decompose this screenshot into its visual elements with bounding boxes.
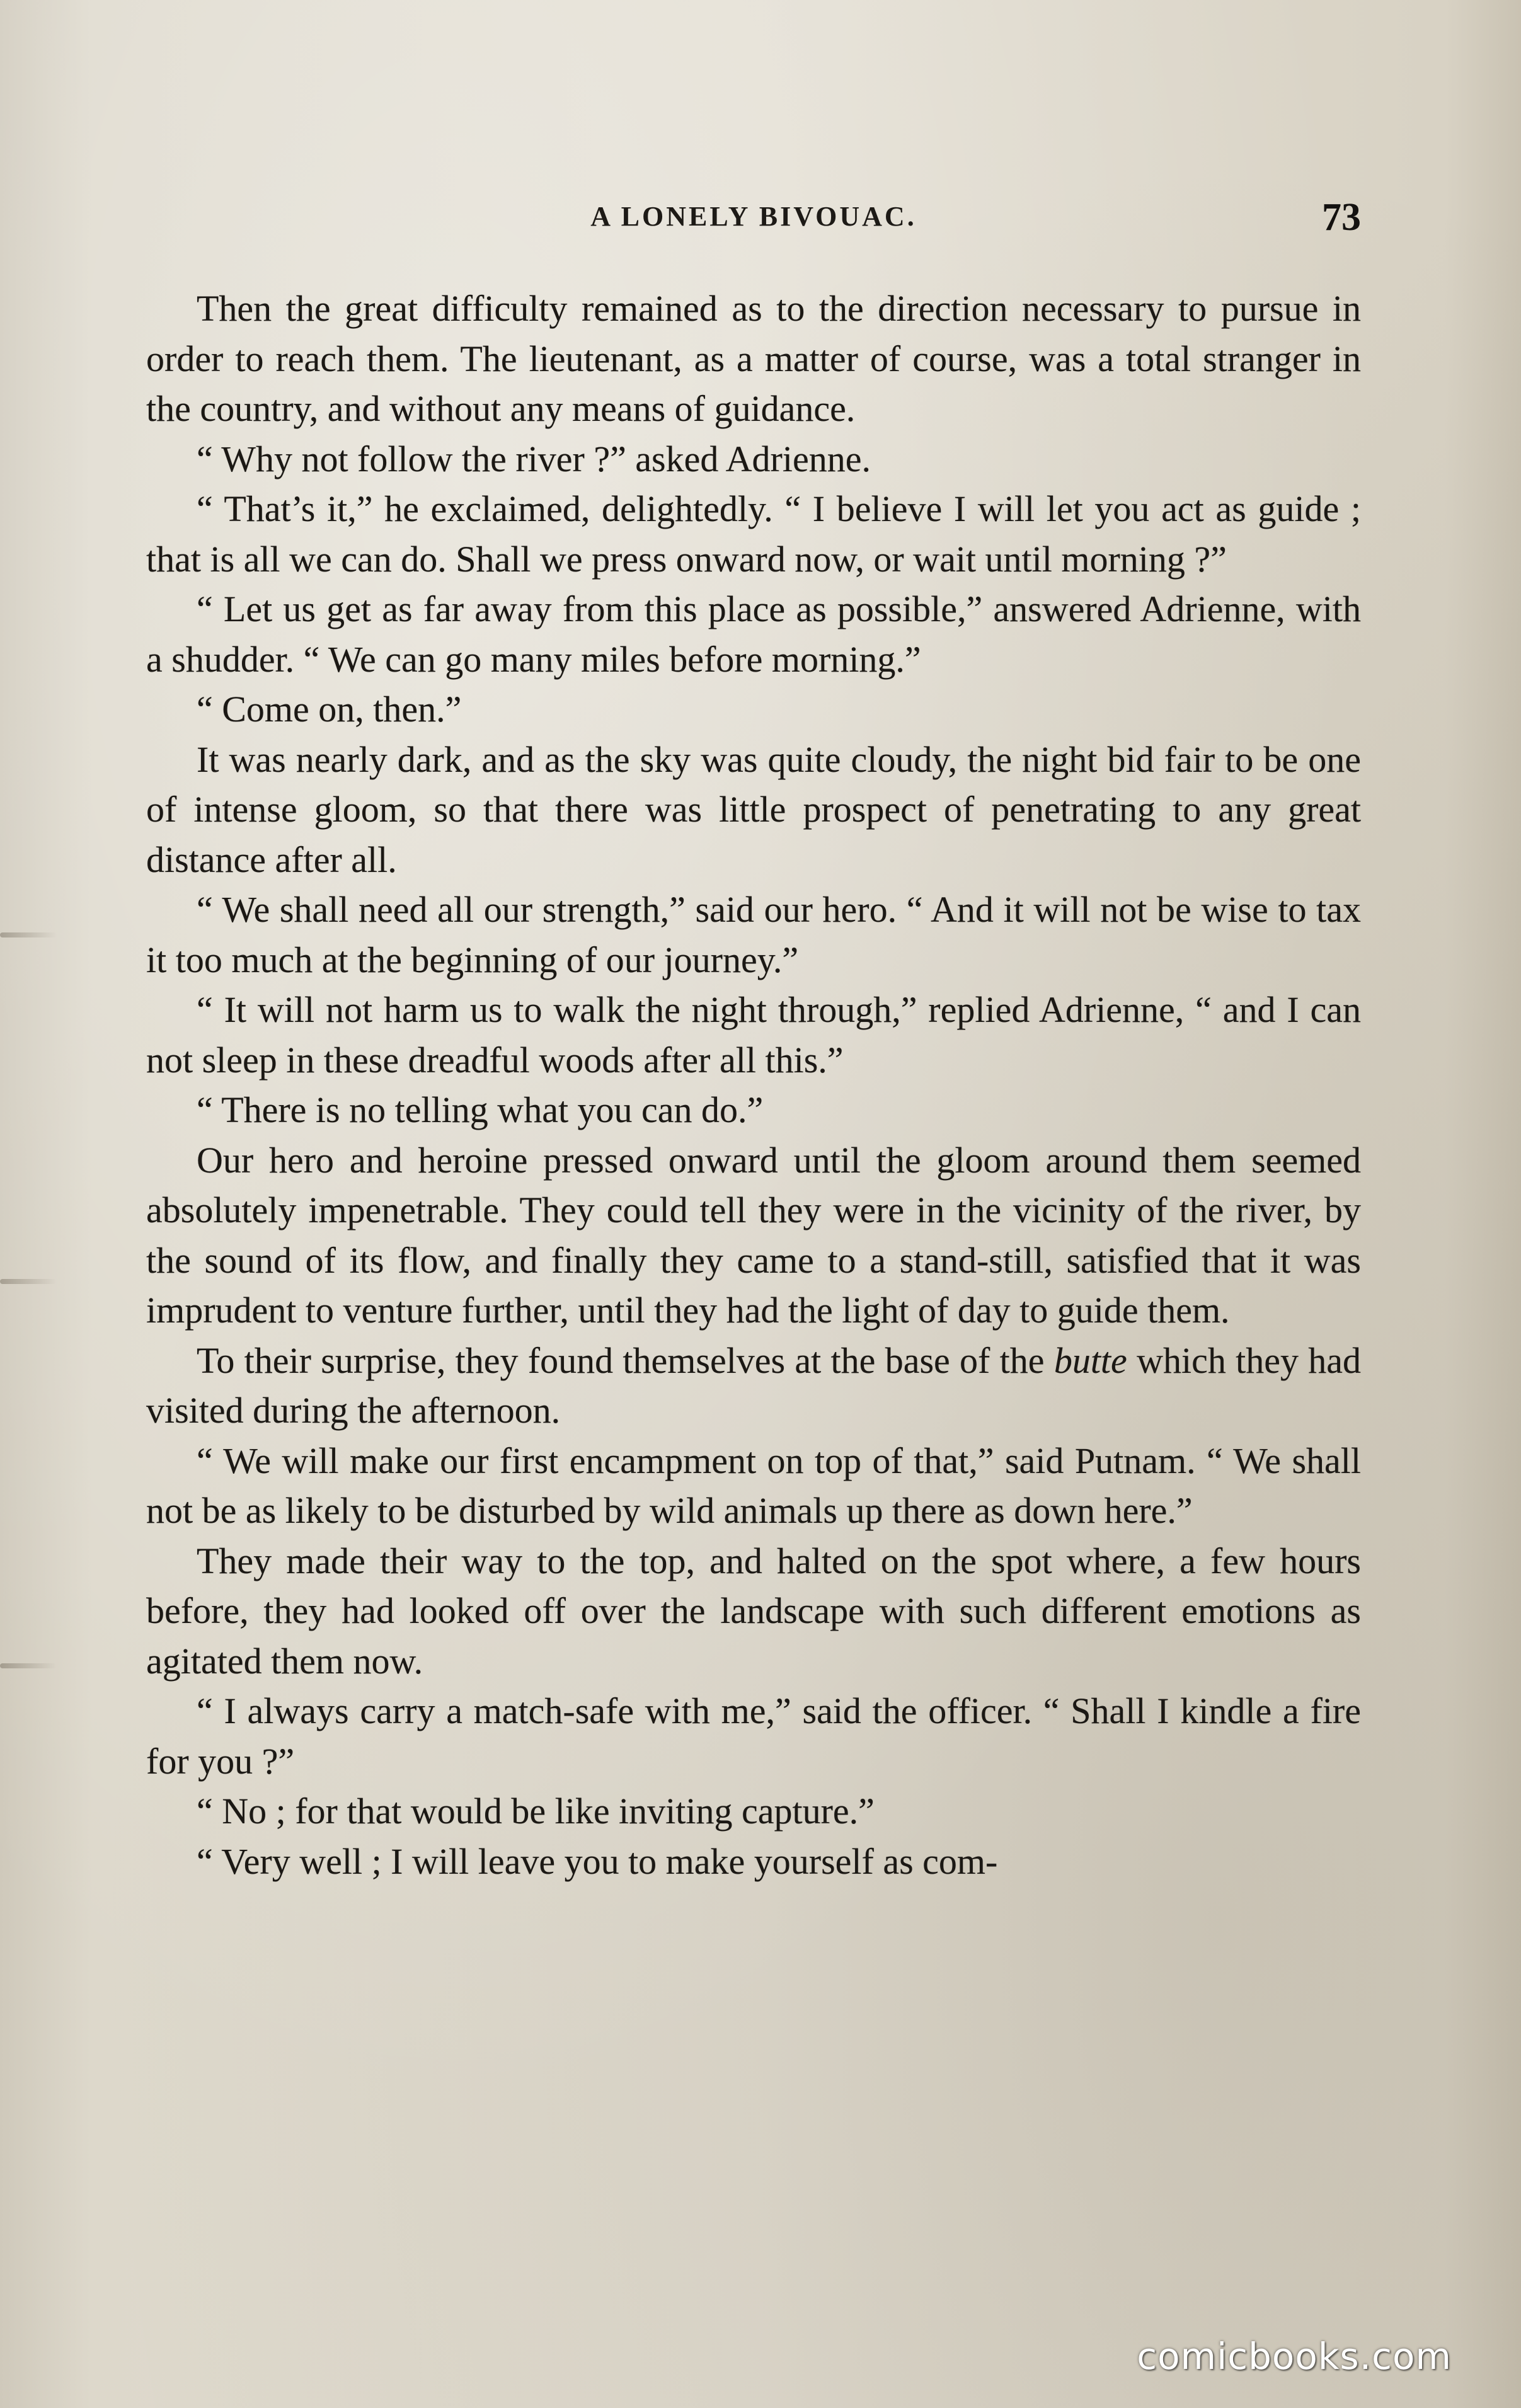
paragraph: Our hero and heroine pressed onward until the gloom around them seemed absolutely impenetrable. They could tell they were in the vicinity of the river, by the sound of its flow, and finally they came to a stand-still, satisfied that it was imprudent to venture further, until they had the light of day to guide them. [146,1139,1361,1331]
paragraph: “ We shall need all our strength,” said our hero. “ And it will not be wise to tax it too much at the beginning of our journey.” [146,889,1361,980]
paragraph: They made their way to the top, and halted on the spot where, a few hours before, they had looked off over the landscape with such different emotions as agitated them now. [146,1540,1361,1682]
paragraph: “ Let us get as far away from this place as possible,” answered Adrienne, with a shudder. “ We can go many miles before morning.” [146,588,1361,680]
running-head: A LONELY BIVOUAC. [590,201,917,232]
paragraph: “ There is no telling what you can do.” [197,1089,764,1130]
paragraph-text: which they had visited during the afternoon. [146,1339,1362,1431]
paragraph: “ Why not follow the river ?” asked Adrienne. [197,438,871,479]
watermark: comicbooks.com [1137,2335,1452,2378]
page-crease [0,1279,57,1284]
paragraph: “ That’s it,” he exclaimed, delightedly. “ I believe I will let you act as guide ; that is all we can do. Shall we press onward now, or wait until morning ?” [146,488,1361,580]
paragraph: Then the great difficulty remained as to the direction necessary to pursue in order to reach them. The lieutenant, as a matter of course, was a total stranger in the country, and without any means of guidance. [146,288,1361,429]
paragraph: It was nearly dark, and as the sky was quite cloudy, the night bid fair to be one of intense gloom, so that there was little prospect of penetrating to any great distance after all. [146,738,1361,880]
paragraph-text: To their surprise, they found themselves at the base of the [197,1339,1054,1381]
page-crease [0,1663,57,1668]
page-crease [0,932,57,937]
paragraph: “ Very well ; I will leave you to make yourself as com- [197,1840,998,1882]
paragraph: “ Come on, then.” [197,689,462,730]
body-text [146,284,1361,1886]
paragraph: “ I always carry a match-safe with me,” said the officer. “ Shall I kindle a fire for you ?” [146,1690,1361,1782]
italic-word: butte [1053,1339,1127,1381]
paragraph-butte [146,1336,1361,1436]
paragraph: “ It will not harm us to walk the night through,” replied Adrienne, “ and I can not sleep in these dreadful woods after all this.” [146,989,1361,1081]
page-header [146,196,1361,251]
paragraph: “ No ; for that would be like inviting capture.” [197,1791,875,1832]
page-number: 73 [1322,196,1361,239]
paragraph: “ We will make our first encampment on top of that,” said Putnam. “ We shall not be as likely to be disturbed by wild animals up there as down here.” [146,1440,1361,1531]
